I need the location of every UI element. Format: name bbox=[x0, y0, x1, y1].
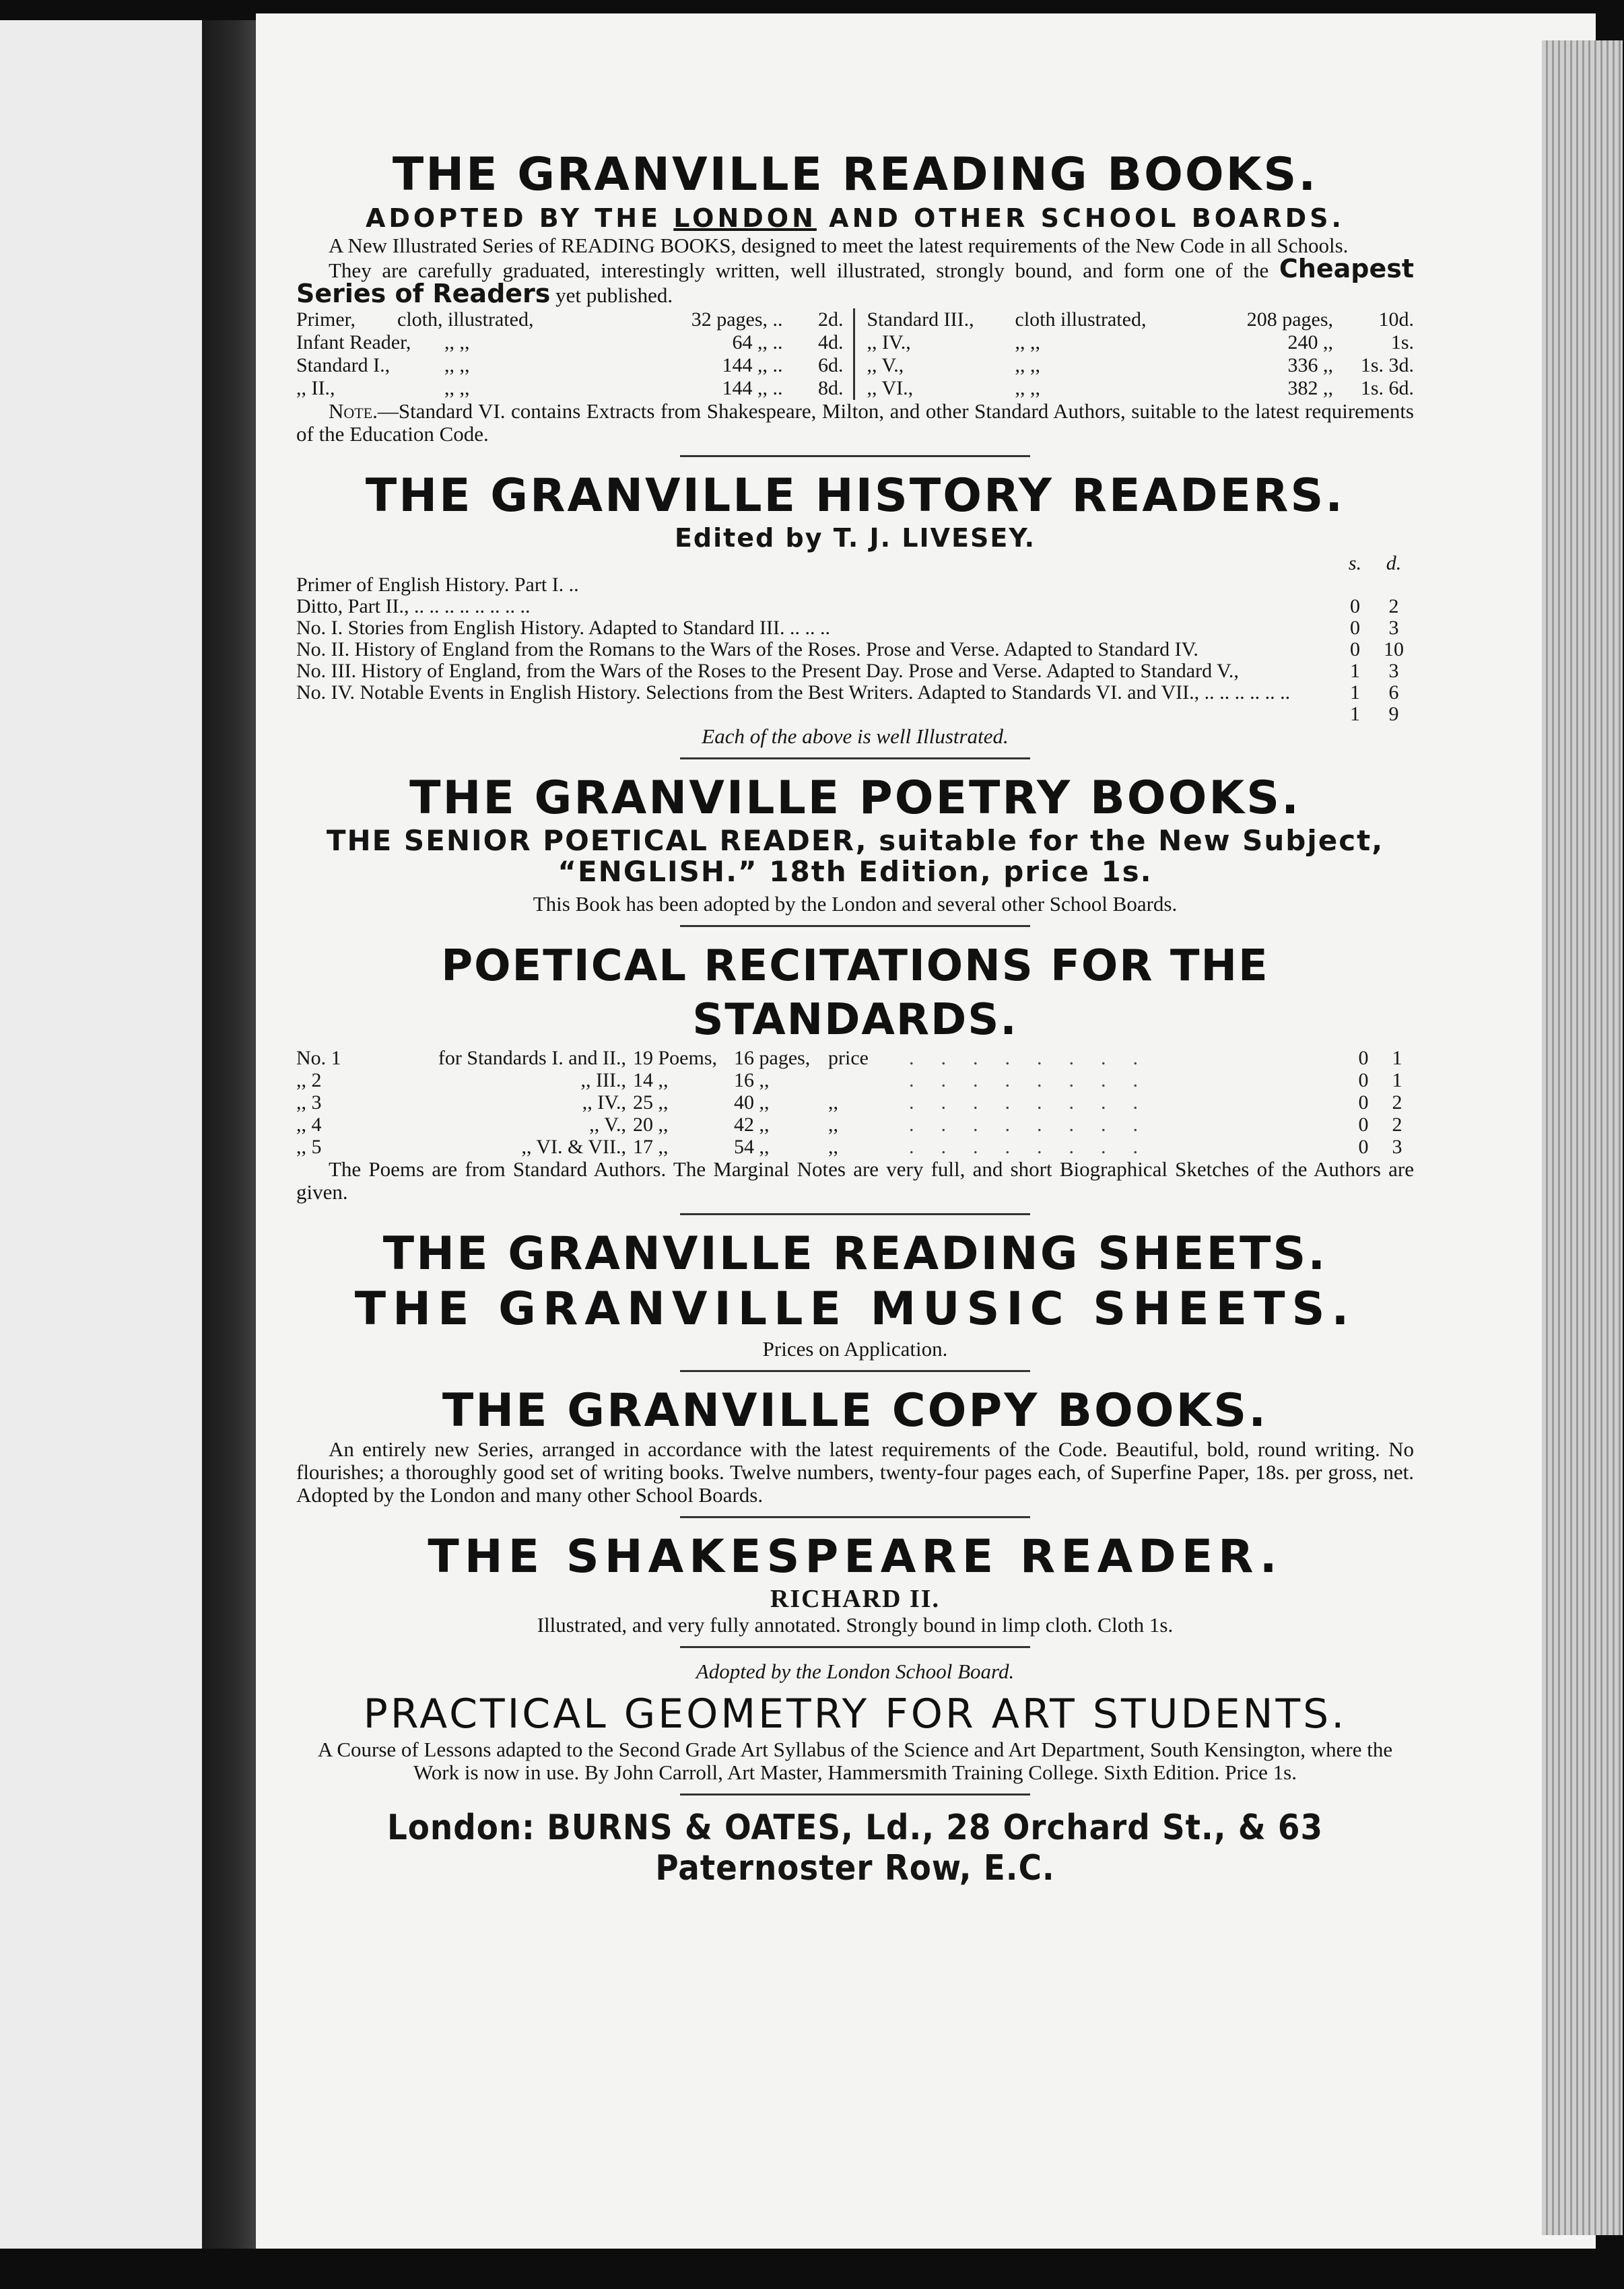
shakespeare-section bbox=[296, 1530, 1414, 1683]
item-name: Primer, bbox=[296, 308, 356, 331]
recitation-row bbox=[296, 1047, 1414, 1069]
poetry-books-section bbox=[296, 772, 1414, 916]
history-item: Primer of English History. Part I. .. bbox=[296, 574, 579, 596]
item-price: 8d. bbox=[818, 377, 844, 399]
shakespeare-description: Illustrated, and very fully annotated. Strongly bound in limp cloth. Cloth 1s. bbox=[537, 1613, 1174, 1637]
item-desc: ,, ,, bbox=[444, 377, 470, 399]
item-pages: 240 ,, bbox=[1287, 331, 1333, 353]
price-row bbox=[867, 354, 1415, 377]
sheets-prices-note: Prices on Application. bbox=[762, 1337, 948, 1361]
item-pages: 32 pages, .. bbox=[691, 308, 783, 331]
history-editor: Edited by T. J. LIVESEY. bbox=[674, 523, 1036, 553]
poetry-adopted-note: This Book has been adopted by the London and several other School Boards. bbox=[533, 892, 1178, 916]
item-pages: 144 ,, .. bbox=[722, 354, 783, 376]
rec-pages: 54 ,, bbox=[734, 1136, 770, 1158]
section-divider bbox=[680, 1793, 1030, 1796]
price-d: 2 bbox=[1388, 595, 1399, 617]
rec-pages: 42 ,, bbox=[734, 1114, 770, 1136]
history-row bbox=[296, 596, 1414, 617]
description-pre: They are carefully graduated, interestingly written, well illustrated, strongly bound, and form one of the bbox=[329, 259, 1269, 282]
price-d: 1 bbox=[1392, 1069, 1402, 1091]
history-column-headers bbox=[296, 553, 1414, 574]
reading-books-section bbox=[296, 148, 1414, 446]
leader-dots: ........ bbox=[909, 1091, 1165, 1114]
history-readers-section bbox=[296, 469, 1414, 748]
price-s: 0 bbox=[1358, 1091, 1369, 1114]
publisher-imprint: London: BURNS & OATES, Ld., 28 Orchard St., & 63 Paternoster Row, E.C. bbox=[386, 1808, 1324, 1888]
leader-dots: ........ bbox=[909, 1114, 1165, 1136]
leader-dots: ........ bbox=[909, 1047, 1165, 1069]
reading-books-note bbox=[296, 400, 1414, 446]
price-row bbox=[867, 331, 1415, 354]
rec-extra: ,, bbox=[828, 1114, 838, 1136]
price-d: 3 bbox=[1388, 617, 1399, 639]
facing-page bbox=[0, 20, 202, 2249]
page-edges bbox=[1542, 40, 1623, 2235]
item-name: ,, VI., bbox=[867, 377, 914, 399]
history-row bbox=[296, 660, 1414, 682]
item-desc: cloth, illustrated, bbox=[397, 308, 534, 331]
rec-poems: 20 ,, bbox=[633, 1114, 669, 1136]
price-row bbox=[296, 308, 844, 331]
reading-books-intro: A New Illustrated Series of READING BOOKS, designed to meet the latest requirements of the New Code in all Schools. bbox=[329, 234, 1349, 257]
item-pages: 208 pages, bbox=[1246, 308, 1333, 331]
item-price: 4d. bbox=[818, 331, 844, 353]
item-price: 10d. bbox=[1378, 308, 1414, 331]
copy-books-title: THE GRANVILLE COPY BOOKS. bbox=[442, 1384, 1268, 1437]
history-item: Ditto, Part II., .. .. .. .. .. .. .. .. bbox=[296, 595, 531, 617]
subtitle-pre: ADOPTED BY THE bbox=[365, 203, 662, 233]
history-item: No. II. History of England from the Romans to the Wars of the Roses. Prose and Verse. Adapted to Standard IV. bbox=[296, 638, 1198, 660]
item-name: ,, II., bbox=[296, 377, 335, 399]
note-text: —Standard VI. contains Extracts from Shakespeare, Milton, and other Standard Authors, suitable to the latest requirements of the Education Code. bbox=[296, 399, 1414, 446]
reading-books-subtitle bbox=[296, 202, 1414, 234]
rec-standards: ,, VI. & VII., bbox=[521, 1136, 626, 1158]
price-d bbox=[1374, 574, 1414, 596]
history-row bbox=[296, 704, 1414, 725]
cheapest-series-text: Cheapest Series of Readers bbox=[296, 254, 1415, 308]
price-s: 0 bbox=[1358, 1069, 1369, 1091]
price-s: 0 bbox=[1350, 617, 1360, 639]
price-d: 1 bbox=[1392, 1047, 1402, 1069]
copy-books-description: An entirely new Series, arranged in accordance with the latest requirements of the Code. Beautiful, bold, round writing. No flourishes; a thoroughly good set of writing books. Twelve numbers, twenty-four pages each, of Superfine Paper, 18s. per gross, net. Adopted by the London and many other School Boards. bbox=[296, 1437, 1414, 1507]
price-s: 0 bbox=[1358, 1047, 1369, 1069]
item-pages: 144 ,, .. bbox=[722, 377, 783, 399]
item-desc: ,, ,, bbox=[444, 331, 470, 353]
recitation-row bbox=[296, 1114, 1414, 1136]
price-list-left bbox=[296, 308, 855, 400]
price-s: 0 bbox=[1350, 638, 1360, 660]
recitation-row bbox=[296, 1069, 1414, 1091]
rec-standards: for Standards I. and II., bbox=[438, 1047, 626, 1069]
price-s: 0 bbox=[1358, 1114, 1369, 1136]
subtitle-london: LONDON bbox=[673, 203, 817, 233]
price-row bbox=[867, 308, 1415, 331]
item-price: 6d. bbox=[818, 354, 844, 376]
reading-books-title: THE GRANVILLE READING BOOKS. bbox=[392, 148, 1318, 201]
price-d: 2 bbox=[1392, 1091, 1402, 1114]
price-row bbox=[296, 331, 844, 354]
subtitle-post: AND OTHER SCHOOL BOARDS. bbox=[829, 203, 1345, 233]
history-readers-title: THE GRANVILLE HISTORY READERS. bbox=[365, 469, 1345, 522]
history-row bbox=[296, 682, 1414, 704]
section-divider bbox=[680, 1213, 1030, 1215]
price-row bbox=[867, 377, 1415, 400]
item-pages: 336 ,, bbox=[1287, 354, 1333, 376]
section-divider bbox=[680, 1516, 1030, 1518]
rec-standards: ,, V., bbox=[589, 1114, 626, 1136]
spacer bbox=[296, 553, 1337, 574]
advertisement-content bbox=[296, 148, 1414, 1888]
senior-reader-line-2: “ENGLISH.” 18th Edition, price 1s. bbox=[557, 855, 1153, 888]
history-illustrated-note: Each of the above is well Illustrated. bbox=[702, 724, 1009, 748]
rec-pages: 16 ,, bbox=[734, 1069, 770, 1091]
rec-poems: 14 ,, bbox=[633, 1069, 669, 1091]
item-price: 1s. 3d. bbox=[1360, 354, 1414, 376]
history-item: No. III. History of England, from the Wars of the Roses to the Present Day. Prose and Verse. Adapted to Standard V., bbox=[296, 660, 1239, 682]
price-s: 0 bbox=[1350, 595, 1360, 617]
rec-standards: ,, III., bbox=[580, 1069, 626, 1091]
shakespeare-reader-title: THE SHAKESPEARE READER. bbox=[428, 1530, 1283, 1583]
music-sheets-title: THE GRANVILLE MUSIC SHEETS. bbox=[354, 1283, 1356, 1336]
item-price: 1s. bbox=[1390, 331, 1414, 353]
rec-number: ,, 4 bbox=[296, 1114, 322, 1136]
price-d: 3 bbox=[1392, 1136, 1402, 1158]
section-divider bbox=[680, 757, 1030, 759]
item-desc: ,, ,, bbox=[444, 354, 470, 376]
rec-extra: ,, bbox=[828, 1091, 838, 1114]
reading-sheets-title: THE GRANVILLE READING SHEETS. bbox=[382, 1227, 1328, 1280]
section-divider bbox=[680, 455, 1030, 457]
poetry-books-title: THE GRANVILLE POETRY BOOKS. bbox=[409, 772, 1301, 825]
shakespeare-play-title: RICHARD II. bbox=[770, 1585, 941, 1613]
section-divider bbox=[680, 925, 1030, 927]
rec-number: ,, 3 bbox=[296, 1091, 322, 1114]
geometry-section bbox=[296, 1690, 1414, 1784]
book-gutter bbox=[202, 20, 256, 2249]
item-name: ,, IV., bbox=[867, 331, 911, 353]
recitation-row bbox=[296, 1091, 1414, 1114]
item-desc: ,, ,, bbox=[1015, 354, 1040, 376]
rec-number: ,, 5 bbox=[296, 1136, 322, 1158]
price-row bbox=[296, 377, 844, 400]
reading-books-description bbox=[296, 254, 1415, 308]
recitations-section bbox=[296, 939, 1414, 1204]
price-s: 0 bbox=[1358, 1136, 1369, 1158]
pence-header: d. bbox=[1386, 552, 1402, 574]
item-name: Standard III., bbox=[867, 308, 974, 331]
item-price: 2d. bbox=[818, 308, 844, 331]
rec-extra: ,, bbox=[828, 1136, 838, 1158]
rec-pages: 16 pages, bbox=[734, 1047, 811, 1069]
rec-poems: 17 ,, bbox=[633, 1136, 669, 1158]
price-row bbox=[296, 354, 844, 377]
price-d: 6 bbox=[1388, 681, 1399, 704]
price-d: 2 bbox=[1392, 1114, 1402, 1136]
recitations-note: The Poems are from Standard Authors. The Marginal Notes are very full, and short Biographical Sketches of the Authors are given. bbox=[296, 1157, 1414, 1204]
shakespeare-adopted-note: Adopted by the London School Board. bbox=[696, 1660, 1015, 1683]
item-name: ,, V., bbox=[867, 354, 904, 376]
note-label: Note. bbox=[329, 399, 378, 423]
rec-number: ,, 2 bbox=[296, 1069, 322, 1091]
history-item bbox=[296, 704, 1337, 725]
price-s bbox=[1337, 574, 1374, 596]
item-desc: ,, ,, bbox=[1015, 331, 1040, 353]
section-divider bbox=[680, 1646, 1030, 1648]
rec-standards: ,, IV., bbox=[582, 1091, 626, 1114]
price-d: 3 bbox=[1388, 660, 1399, 682]
reading-books-price-list bbox=[296, 308, 1414, 400]
item-desc: cloth illustrated, bbox=[1015, 308, 1147, 331]
history-row bbox=[296, 617, 1414, 639]
senior-reader-line-1: THE SENIOR POETICAL READER, suitable for the New Subject, bbox=[326, 824, 1384, 857]
item-pages: 382 ,, bbox=[1287, 377, 1333, 399]
price-d: 10 bbox=[1384, 638, 1404, 660]
item-desc: ,, ,, bbox=[1015, 377, 1040, 399]
history-item: No. IV. Notable Events in English History. Selections from the Best Writers. Adapted to Standards VI. and VII., .. .. .. .. .. .. bbox=[296, 681, 1291, 704]
price-s: 1 bbox=[1350, 681, 1360, 704]
history-row bbox=[296, 574, 1414, 596]
rec-number: No. 1 bbox=[296, 1047, 341, 1069]
geometry-title: PRACTICAL GEOMETRY FOR ART STUDENTS. bbox=[363, 1690, 1347, 1738]
section-divider bbox=[680, 1370, 1030, 1372]
geometry-description: A Course of Lessons adapted to the Second Grade Art Syllabus of the Science and Art Department, South Kensington, where the Work is now in use. By John Carroll, Art Master, Hammersmith Training College. Sixth Edition. Price 1s. bbox=[317, 1738, 1393, 1784]
rec-poems: 25 ,, bbox=[633, 1091, 669, 1114]
item-price: 1s. 6d. bbox=[1360, 377, 1414, 399]
history-item: No. I. Stories from English History. Adapted to Standard III. .. .. .. bbox=[296, 617, 830, 639]
rec-poems: 19 Poems, bbox=[633, 1047, 718, 1069]
description-post: yet published. bbox=[555, 283, 673, 307]
price-s: 1 bbox=[1350, 660, 1360, 682]
leader-dots: ........ bbox=[909, 1136, 1165, 1158]
sheets-section bbox=[296, 1227, 1414, 1361]
item-name: Standard I., bbox=[296, 354, 391, 376]
item-name: Infant Reader, bbox=[296, 331, 411, 353]
leader-dots: ........ bbox=[909, 1069, 1165, 1091]
shillings-header: s. bbox=[1348, 552, 1362, 574]
history-row bbox=[296, 639, 1414, 660]
rec-extra: price bbox=[828, 1047, 869, 1069]
copy-books-section bbox=[296, 1384, 1414, 1507]
price-d: 9 bbox=[1388, 703, 1399, 725]
price-s: 1 bbox=[1350, 703, 1360, 725]
item-pages: 64 ,, .. bbox=[732, 331, 783, 353]
recitations-title: POETICAL RECITATIONS FOR THE STANDARDS. bbox=[441, 941, 1269, 1045]
price-list-right bbox=[855, 308, 1415, 400]
recitation-row bbox=[296, 1136, 1414, 1158]
rec-extra bbox=[828, 1069, 909, 1091]
rec-pages: 40 ,, bbox=[734, 1091, 770, 1114]
